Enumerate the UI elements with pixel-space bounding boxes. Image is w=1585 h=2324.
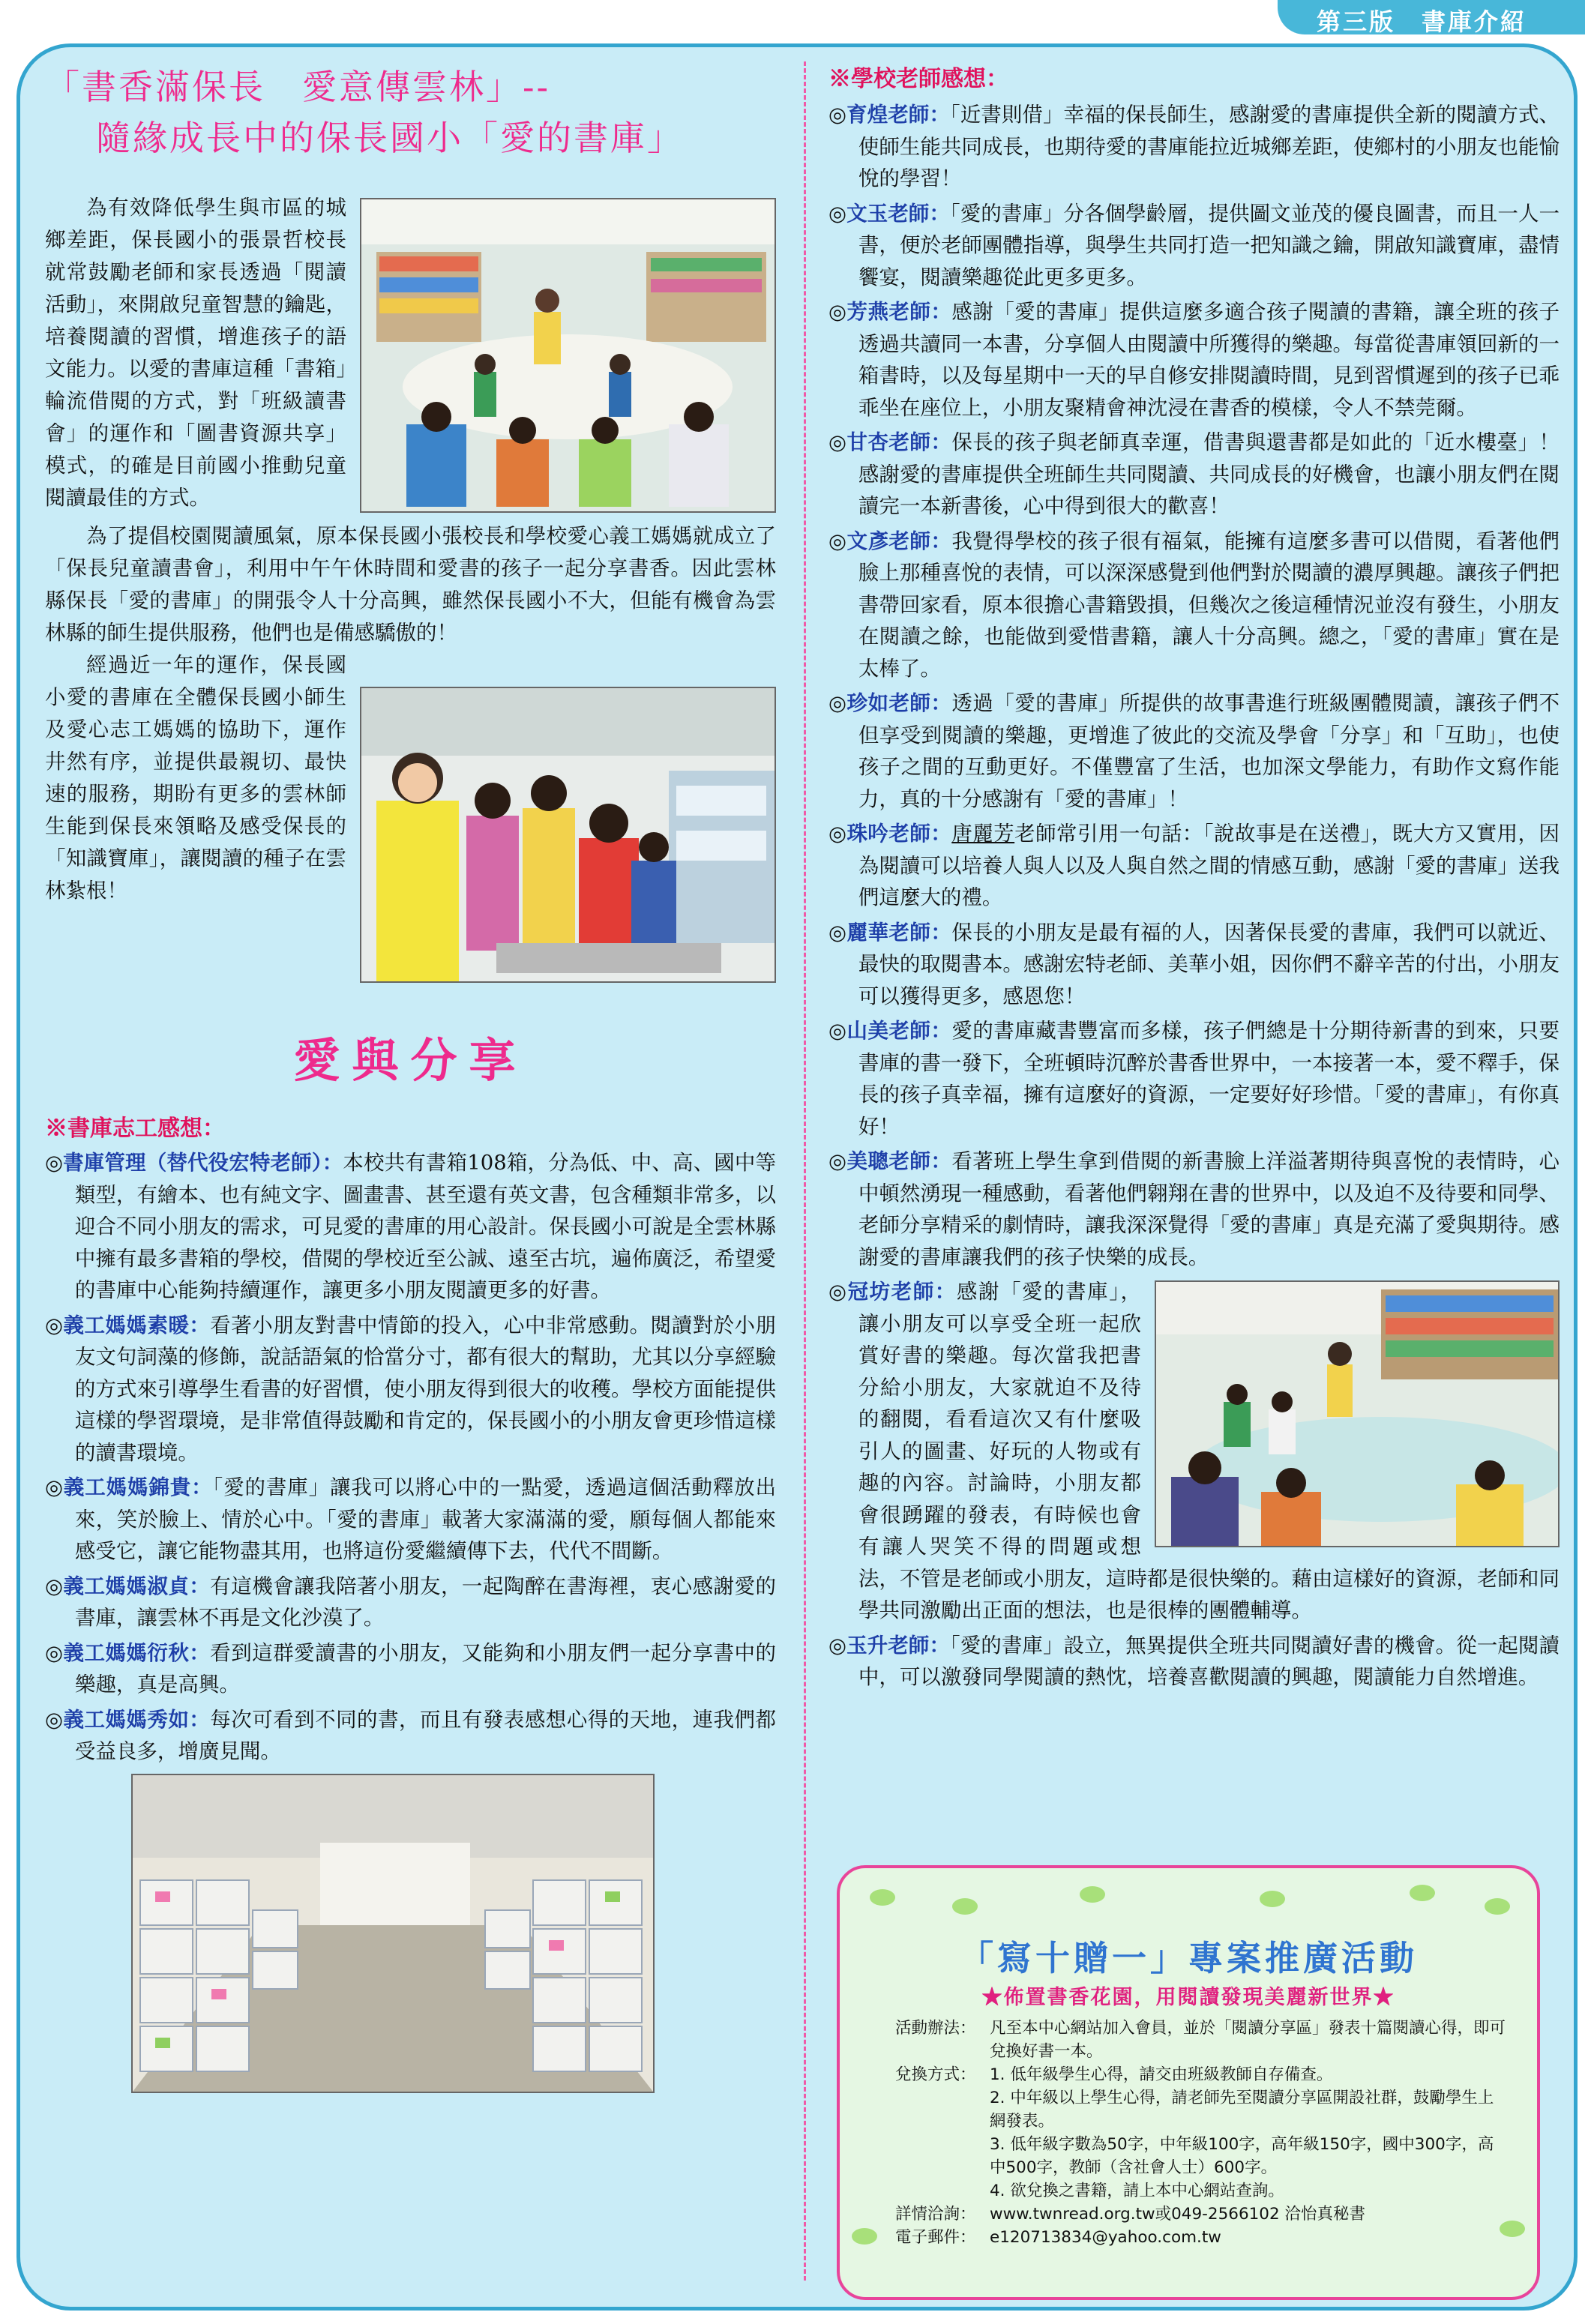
teacher-entry: ◎珠吟老師：唐麗芳老師常引用一句話：「說故事是在送禮」，既大方又實用，因為閱讀可以培養人與人以及人與自然之間的情感互動，感謝「愛的書庫」送我們這麼大的禮。: [828, 822, 1560, 909]
book-box-storage-room-photo: [131, 1774, 655, 2093]
article-paragraph-3: 經過近一年的運作，保長國小愛的書庫在全體保長國小師生及愛心志工媽媽的協助下，運作井然有序，並提供最親切、最快速的服務，期盼有更多的雲林師生能到保長來領略及感受保長的「知識寶庫」，讓閱讀的種子在雲林紮根！: [45, 653, 346, 903]
promo-title: 「寫十贈一」專案推廣活動: [959, 1938, 1418, 1978]
teacher-entry: ◎麗華老師：保長的小朋友是最有福的人，因著保長愛的書庫，我們可以就近、最快的取閱書本。感謝宏特老師、美華小姐，因你們不辭辛苦的付出，小朋友可以獲得更多，感恩您！: [828, 920, 1560, 1008]
sprout-icon: [1260, 1891, 1285, 1907]
teacher-entry: ◎美聰老師：看著班上學生拿到借閱的新書臉上洋溢著期待與喜悅的表情時，心中頓然湧現一種感動，看著他們翱翔在書的世界中，以及迫不及待要和同學、老師分享精采的劇情時，讓我深深覺得「愛的書庫」真是充滿了愛與期待。感謝愛的書庫讓我們的孩子快樂的成長。: [828, 1149, 1560, 1269]
teacher-class-discussion-photo: [1155, 1280, 1560, 1547]
volunteer-list: [45, 1147, 776, 1768]
column-divider: [804, 61, 806, 2281]
promo-row: 詳情洽詢： www.twnread.org.tw或049-2566102 洽怡真秘書: [895, 2205, 1365, 2224]
promo-row: 電子郵件： e120713834@yahoo.com.tw: [895, 2228, 1221, 2247]
promo-box: [837, 1865, 1540, 2300]
teacher-entry: ◎芳燕老師：感謝「愛的書庫」提供這麼多適合孩子閱讀的書籍，讓全班的孩子透過共讀同一本書，分享個人由閱讀中所獲得的樂趣。每當從書庫領回新的一箱書時，以及每星期中一天的早自修安排閱讀時間，見到習慣遲到的孩子已乖乖坐在座位上，小朋友聚精會神沈浸在書香的模樣，令人不禁莞爾。: [828, 300, 1560, 420]
section-tab-label: 第三版 書庫介紹: [1317, 7, 1527, 36]
article-title-line2: 隨緣成長中的保長國小「愛的書庫」: [96, 118, 684, 158]
volunteer-with-students-photo: [360, 687, 776, 983]
article-title-line1: 「書香滿保長 愛意傳雲林」--: [45, 67, 551, 107]
teacher-entry: ◎玉升老師：「愛的書庫」設立，無異提供全班共同閱讀好書的機會。從一起閱讀中，可以激發同學閱讀的熱忱，培養喜歡閱讀的興趣，閱讀能力自然增進。: [828, 1633, 1560, 1689]
right-column: [828, 63, 1560, 1697]
promo-row: 3. 低年級字數為50字，中年級100字，高年級150字，國中300字，高中500字，教師（含社會人士）600字。: [990, 2135, 1494, 2177]
sprout-icon: [1080, 1886, 1105, 1903]
teacher-entry-with-photo: [828, 1276, 1560, 1630]
teacher-entry: ◎文彥老師：我覺得學校的孩子很有福氣，能擁有這麼多書可以借閱，看著他們臉上那種喜悅的表情，可以深深感覺到他們對於閱讀的濃厚興趣。讓孩子們把書帶回家看，原本很擔心書籍毀損，但幾次之後這種情況並沒有發生，小朋友在閱讀之餘，也能做到愛惜書籍，讓人十分高興。總之，「愛的書庫」實在是太棒了。: [828, 529, 1560, 681]
teacher-entry: ◎文玉老師：「愛的書庫」分各個學齡層，提供圖文並茂的優良圖書，而且一人一書，便於老師團體指導，與學生共同打造一把知識之鑰，開啟知識寶庫，盡情饗宴，閱讀樂趣從此更多更多。: [828, 201, 1560, 289]
sprout-icon: [952, 1898, 978, 1915]
volunteer-block: [45, 649, 776, 990]
teacher-entry: ◎甘杏老師：保長的孩子與老師真幸運，借書與還書都是如此的「近水樓臺」！感謝愛的書庫提供全班師生共同閱讀、共同成長的好機會，也讓小朋友們在閱讀完一本新書後，心中得到很大的歡喜！: [828, 430, 1560, 518]
volunteer-entry: ◎義工媽媽素暖：看著小朋友對書中情節的投入，心中非常感動。閱讀對於小朋友文句詞藻的修飾，說話語氣的恰當分寸，都有很大的幫助，尤其以分享經驗的方式來引導學生看書的好習慣，使小朋友得到很大的收穫。學校方面能提供這樣的學習環境，是非常值得鼓勵和肯定的，保長國小的小朋友會更珍惜這樣的讀書環境。: [45, 1313, 776, 1465]
intro-block: [45, 192, 776, 520]
teacher-entry: ◎珍如老師：透過「愛的書庫」所提供的故事書進行班級團體閱讀，讓孩子們不但享受到閱讀的樂趣，更增進了彼此的交流及學會「分享」和「互助」，也使孩子之間的互動更好。不僅豐富了生活，也加深文學能力，有助作文寫作能力，真的十分感謝有「愛的書庫」！: [828, 691, 1560, 811]
promo-row: 活動辦法： 凡至本中心網站加入會員，並於「閱讀分享區」發表十篇閱讀心得，即可兌換好書一本。: [895, 2019, 1506, 2061]
sprout-icon: [852, 2228, 877, 2245]
promo-details: [895, 2017, 1507, 2249]
volunteer-entry: ◎義工媽媽淑貞：有這機會讓我陪著小朋友，一起陶醉在書海裡，衷心感謝愛的書庫，讓雲林不再是文化沙漠了。: [45, 1574, 776, 1630]
promo-row: 兌換方式： 1. 低年級學生心得，請交由班級教師自存備查。: [895, 2065, 1333, 2084]
volunteer-entry: ◎義工媽媽衍秋：看到這群愛讀書的小朋友，又能夠和小朋友們一起分享書中的樂趣，真是高興。: [45, 1640, 776, 1697]
sprout-icon: [870, 1889, 895, 1906]
teacher-entry: ◎山美老師：愛的書庫藏書豐富而多樣，孩子們總是十分期待新書的到來，只要書庫的書一發下，全班頓時沉醉於書香世界中，一本接著一本，愛不釋手，保長的孩子真幸福，擁有這麼好的資源，一定要好好珍惜。「愛的書庫」，有你真好！: [828, 1019, 1560, 1139]
sprout-icon: [1485, 1898, 1510, 1915]
volunteer-entry: ◎義工媽媽秀如：每次可看到不同的書，而且有發表感想心得的天地，連我們都受益良多，增廣見聞。: [45, 1707, 776, 1763]
left-column: [45, 63, 776, 2093]
promo-row: 4. 欲兌換之書籍，請上本中心網站查詢。: [990, 2182, 1284, 2200]
article-paragraph-2: 為了提倡校園閱讀風氣，原本保長國小張校長和學校愛心義工媽媽就成立了「保長兒童讀書會」，利用中午午休時間和愛書的孩子一起分享書香。因此雲林縣保長「愛的書庫」的開張令人十分高興，雖然保長國小不大，但能有機會為雲林縣的師生提供服務，他們也是備感驕傲的！: [45, 524, 776, 645]
volunteer-heading: ※書庫志工感想：: [45, 1116, 225, 1142]
teacher-entry: ◎育煌老師：「近書則借」幸福的保長師生，感謝愛的書庫提供全新的閱讀方式、使師生能共同成長，也期待愛的書庫能拉近城鄉差距，使鄉村的小朋友也能愉悅的學習！: [828, 103, 1560, 190]
promo-row: 2. 中年級以上學生心得，請老師先至閱讀分享區開設社群，鼓勵學生上網發表。: [990, 2089, 1494, 2131]
promo-tagline: ★佈置書香花園，用閱讀發現美麗新世界★: [981, 1986, 1395, 2009]
teacher-list: [828, 99, 1560, 1694]
volunteer-entry: ◎書庫管理（替代役宏特老師）：本校共有書箱108箱，分為低、中、高、國中等類型，有繪本、也有純文字、圖畫書、甚至還有英文書，包含種類非常多，以迎合不同小朋友的需求，可見愛的書庫的用心設計。保長國小可說是全雲林縣中擁有最多書箱的學校，借閱的學校近至公誠、遠至古坑，遍佈廣泛，希望愛的書庫中心能夠持續運作，讓更多小朋友閱讀更多的好書。: [45, 1151, 777, 1302]
sprout-icon: [1410, 1885, 1435, 1901]
section-tab: [1278, 0, 1585, 34]
love-section-title: 愛與分享: [293, 1033, 528, 1088]
article-paragraph-1: 為有效降低學生與市區的城鄉差距，保長國小的張景哲校長就常鼓勵老師和家長透過「閱讀活動」，來開啟兒童智慧的鑰匙，培養閱讀的習慣，增進孩子的語文能力。以愛的書庫這種「書箱」輪流借閱的方式，對「班級讀書會」的運作和「圖書資源共享」模式，的確是目前國小推動兒童閱讀最佳的方式。: [45, 196, 346, 510]
volunteer-entry: ◎義工媽媽錦貴：「愛的書庫」讓我可以將心中的一點愛，透過這個活動釋放出來，笑於臉上、情於心中。「愛的書庫」載著大家滿滿的愛，願每個人都能來感受它，讓它能物盡其用，也將這份愛繼續傳下去，代代不間斷。: [45, 1475, 776, 1563]
teacher-heading: ※學校老師感想：: [828, 66, 1008, 92]
teacher-entry: ◎冠坊老師：感謝「愛的書庫」，讓小朋友可以享受全班一起欣賞好書的樂趣。每次當我把書分給小朋友，大家就迫不及待的翻閱，看看這次又有什麼吸引人的圖畫、好玩的人物或有趣的內容。討論時，小朋友都會很踴躍的發表，有時候也會有讓人哭笑不得的問題或想法，不管是老師或小朋友，這時都是很快樂的。藉由這樣好的資源，老師和同學共同激勵出正面的想法，也是很棒的團體輔導。: [828, 1280, 1560, 1622]
classroom-reading-group-photo: [360, 198, 776, 513]
